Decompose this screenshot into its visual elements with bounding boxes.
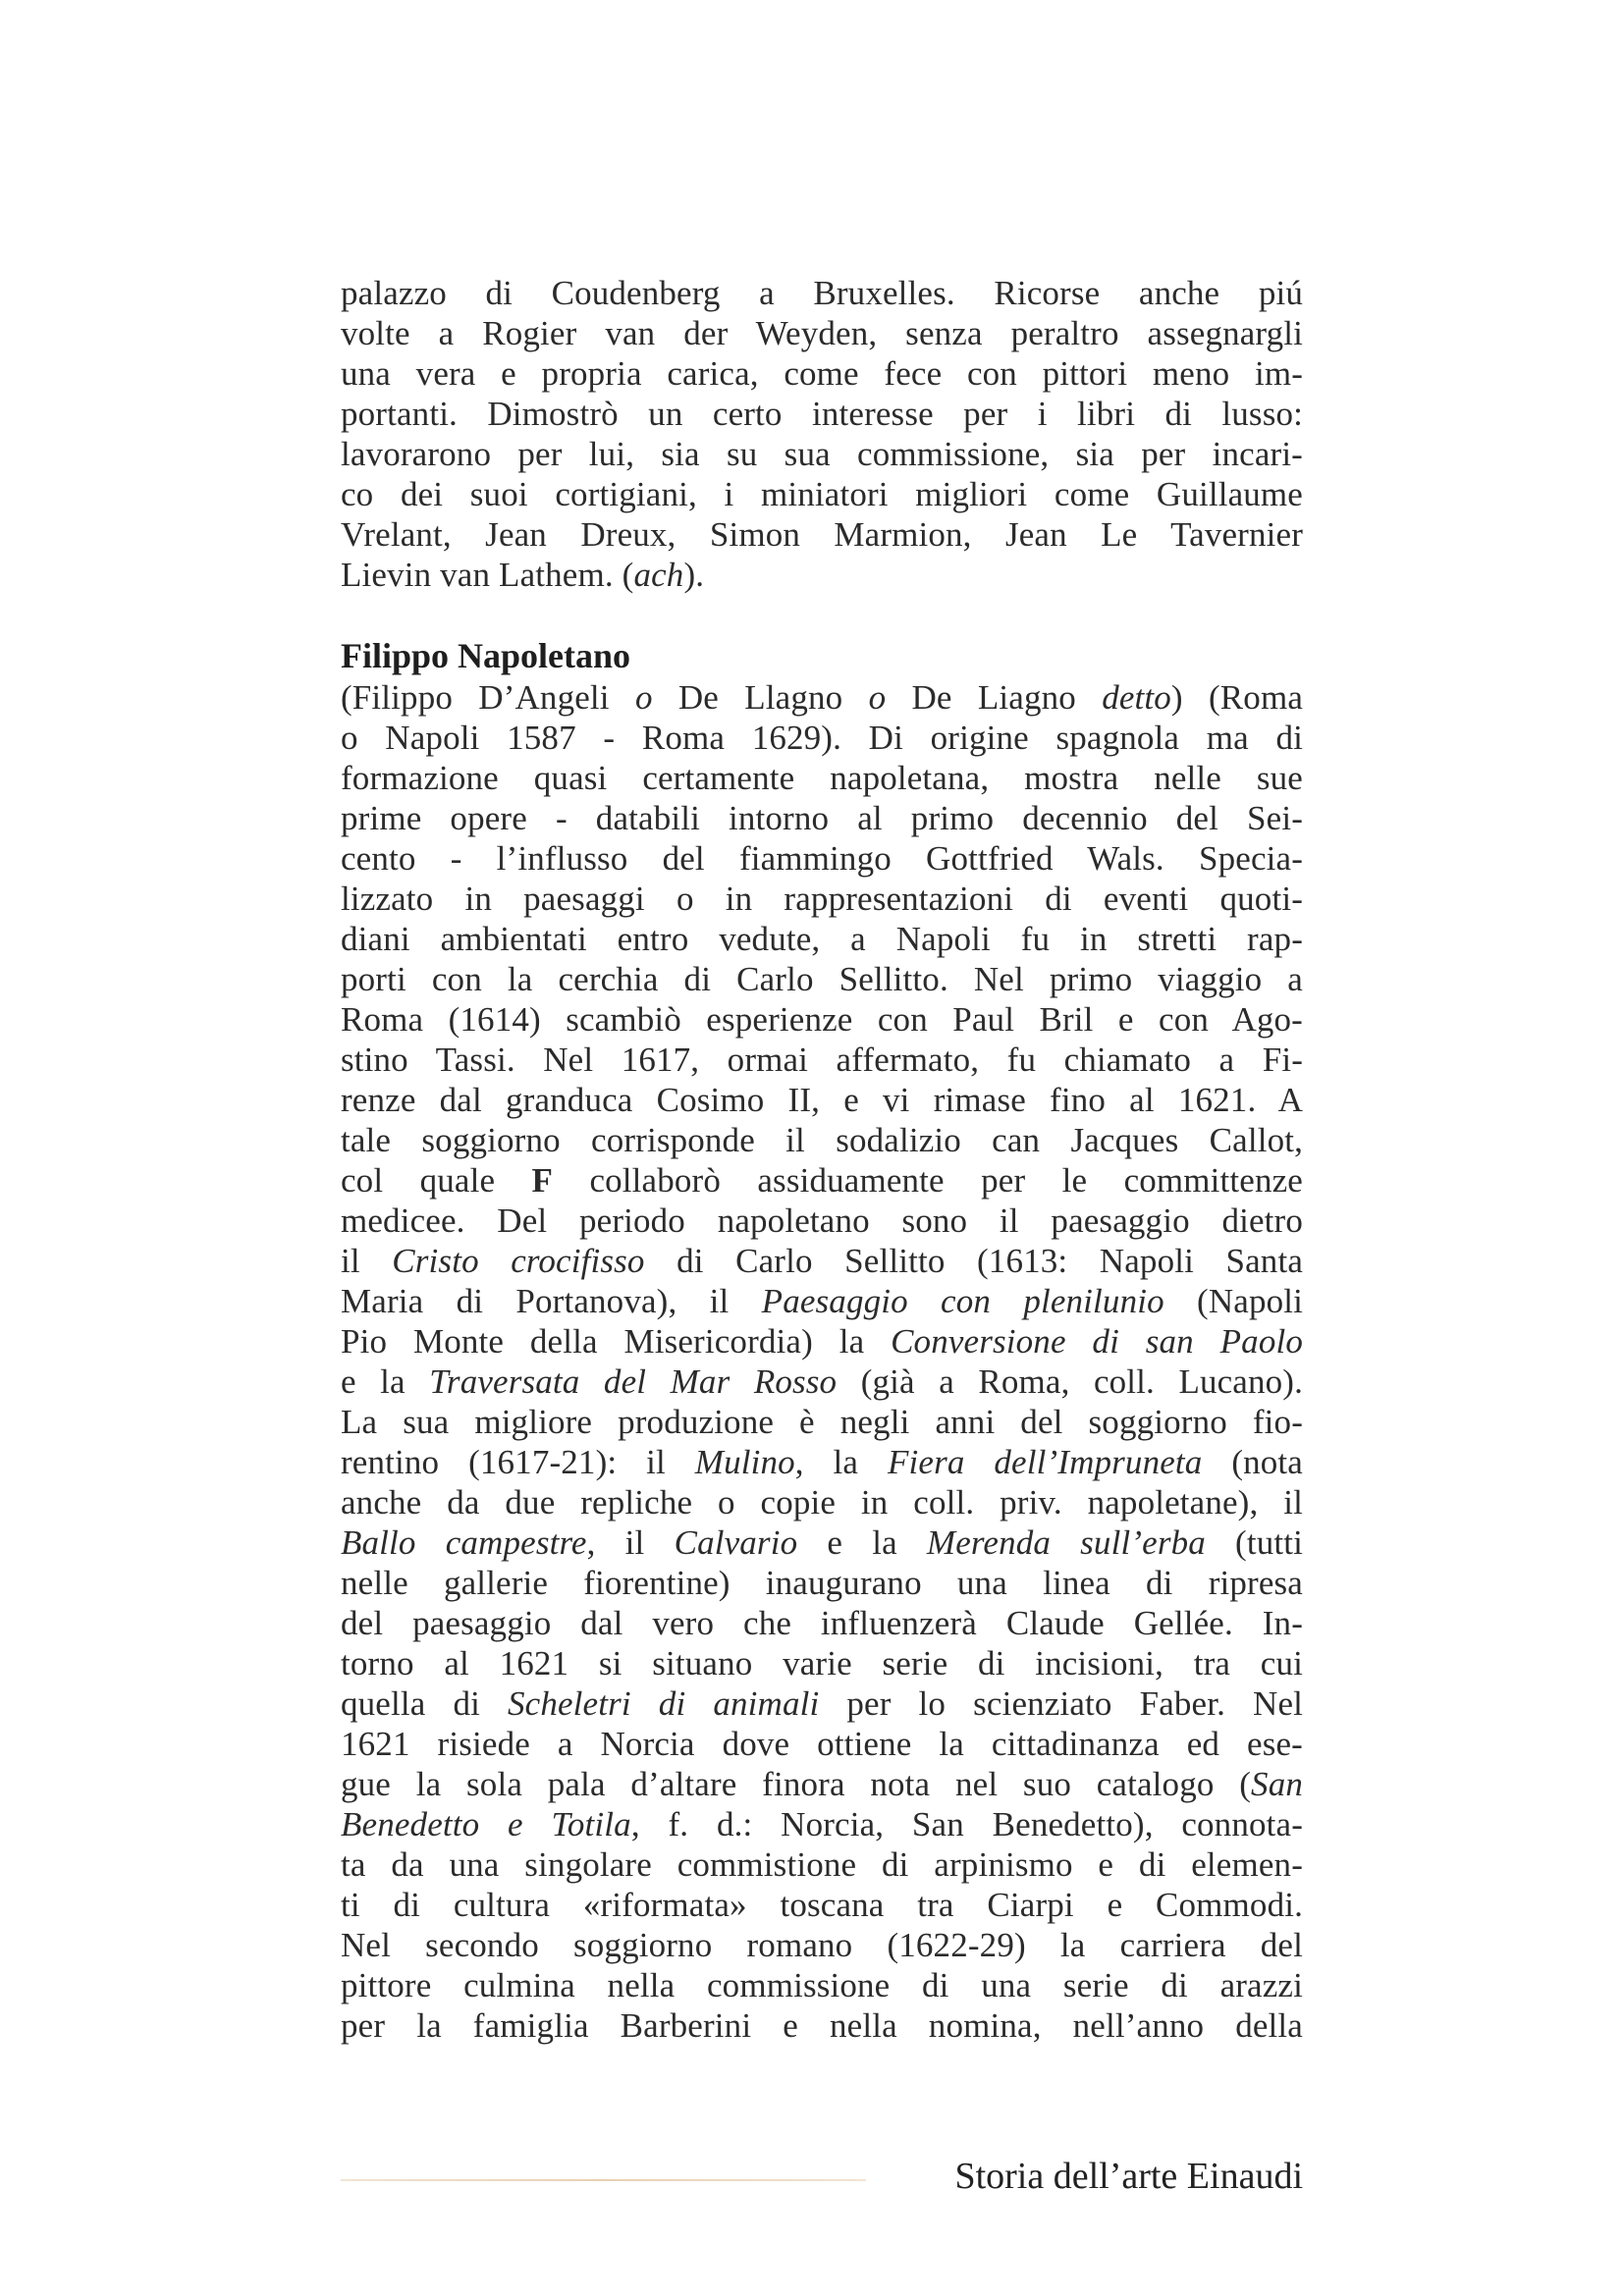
entry-line: col quale F collaborò assiduamente per le committenze xyxy=(341,1161,1303,1200)
entry-line: (Filippo D’Angeli o De Llagno o De Liagno detto) (Roma xyxy=(341,678,1304,717)
entry-line: prime opere - databili intorno al primo decennio del Sei- xyxy=(341,799,1303,837)
entry-line: rentino (1617-21): il Mulino, la Fiera dell’Impruneta (nota xyxy=(341,1443,1303,1481)
entry-line: tale soggiorno corrisponde il sodalizio can Jacques Callot, xyxy=(341,1121,1303,1159)
entry-line: formazione quasi certamente napoletana, mostra nelle sue xyxy=(341,759,1303,797)
entry-line: quella di Scheletri di animali per lo scienziato Faber. Nel xyxy=(341,1684,1303,1723)
entry-line: Roma (1614) scambiò esperienze con Paul Bril e con Ago- xyxy=(341,1000,1303,1039)
footer-rule xyxy=(341,2179,866,2181)
entry-line: Maria di Portanova), il Paesaggio con plenilunio (Napoli xyxy=(341,1282,1303,1320)
entry-line: diani ambientati entro vedute, a Napoli fu in stretti rap- xyxy=(341,920,1303,958)
entry-line: renze dal granduca Cosimo II, e vi rimase fino al 1621. A xyxy=(341,1081,1303,1119)
entry-line: per la famiglia Barberini e nella nomina, nell’anno della xyxy=(341,2006,1303,2045)
continuation-line: lavorarono per lui, sia su sua commissione, sia per incari- xyxy=(341,435,1303,473)
entry-line: Pio Monte della Misericordia) la Conversione di san Paolo xyxy=(341,1322,1303,1361)
continuation-line: Vrelant, Jean Dreux, Simon Marmion, Jean Le Tavernier xyxy=(341,515,1303,554)
continuation-line: co dei suoi cortigiani, i miniatori migliori come Guillaume xyxy=(341,475,1303,513)
entry-line: ti di cultura «riformata» toscana tra Ciarpi e Commodi. xyxy=(341,1886,1303,1924)
entry-line: anche da due repliche o copie in coll. priv. napoletane), il xyxy=(341,1483,1303,1522)
entry-line: ta da una singolare commistione di arpinismo e di elemen- xyxy=(341,1845,1303,1884)
continuation-line: palazzo di Coudenberg a Bruxelles. Ricorse anche piú xyxy=(341,274,1303,312)
entry-line: porti con la cerchia di Carlo Sellitto. Nel primo viaggio a xyxy=(341,960,1303,998)
entry-line: cento - l’influsso del fiammingo Gottfried Wals. Specia- xyxy=(341,839,1303,878)
entry-line: lizzato in paesaggi o in rappresentazioni di eventi quoti- xyxy=(341,880,1303,918)
entry-line: nelle gallerie fiorentine) inaugurano una linea di ripresa xyxy=(341,1564,1303,1602)
entry-line: pittore culmina nella commissione di una serie di arazzi xyxy=(341,1966,1303,2004)
entry-line: il Cristo crocifisso di Carlo Sellitto (1613: Napoli Santa xyxy=(341,1242,1303,1280)
entry-line: gue la sola pala d’altare finora nota nel suo catalogo (San xyxy=(341,1765,1303,1803)
entry-line: Ballo campestre, il Calvario e la Merenda sull’erba (tutti xyxy=(341,1523,1304,1562)
continuation-paragraph xyxy=(341,273,1303,595)
entry-body xyxy=(341,677,1303,2046)
continuation-line: Lievin van Lathem. (ach). xyxy=(341,556,705,594)
entry-line: Nel secondo soggiorno romano (1622-29) la carriera del xyxy=(341,1926,1303,1964)
entry-line: La sua migliore produzione è negli anni del soggiorno fio- xyxy=(341,1403,1303,1441)
entry-line: medicee. Del periodo napoletano sono il paesaggio dietro xyxy=(341,1201,1303,1240)
entry-line: torno al 1621 si situano varie serie di incisioni, tra cui xyxy=(341,1644,1303,1682)
entry-line: del paesaggio dal vero che influenzerà Claude Gellée. In- xyxy=(341,1604,1303,1642)
entry-title: Filippo Napoletano xyxy=(341,636,631,675)
continuation-line: una vera e propria carica, come fece con pittori meno im- xyxy=(341,354,1303,393)
page-footer xyxy=(341,2152,1303,2201)
continuation-line: portanti. Dimostrò un certo interesse per i libri di lusso: xyxy=(341,395,1303,433)
continuation-line: volte a Rogier van der Weyden, senza peraltro assegnargli xyxy=(341,314,1303,352)
entry-line: o Napoli 1587 - Roma 1629). Di origine spagnola ma di xyxy=(341,719,1303,757)
entry-line: stino Tassi. Nel 1617, ormai affermato, fu chiamato a Fi- xyxy=(341,1041,1303,1079)
footer-publisher-label: Storia dell’arte Einaudi xyxy=(954,2156,1303,2197)
entry-line: 1621 risiede a Norcia dove ottiene la cittadinanza ed ese- xyxy=(341,1725,1303,1763)
entry-line: Benedetto e Totila, f. d.: Norcia, San Benedetto), connota- xyxy=(341,1805,1304,1843)
page-content xyxy=(341,273,1303,2046)
entry-line: e la Traversata del Mar Rosso (già a Roma, coll. Lucano). xyxy=(341,1362,1303,1401)
